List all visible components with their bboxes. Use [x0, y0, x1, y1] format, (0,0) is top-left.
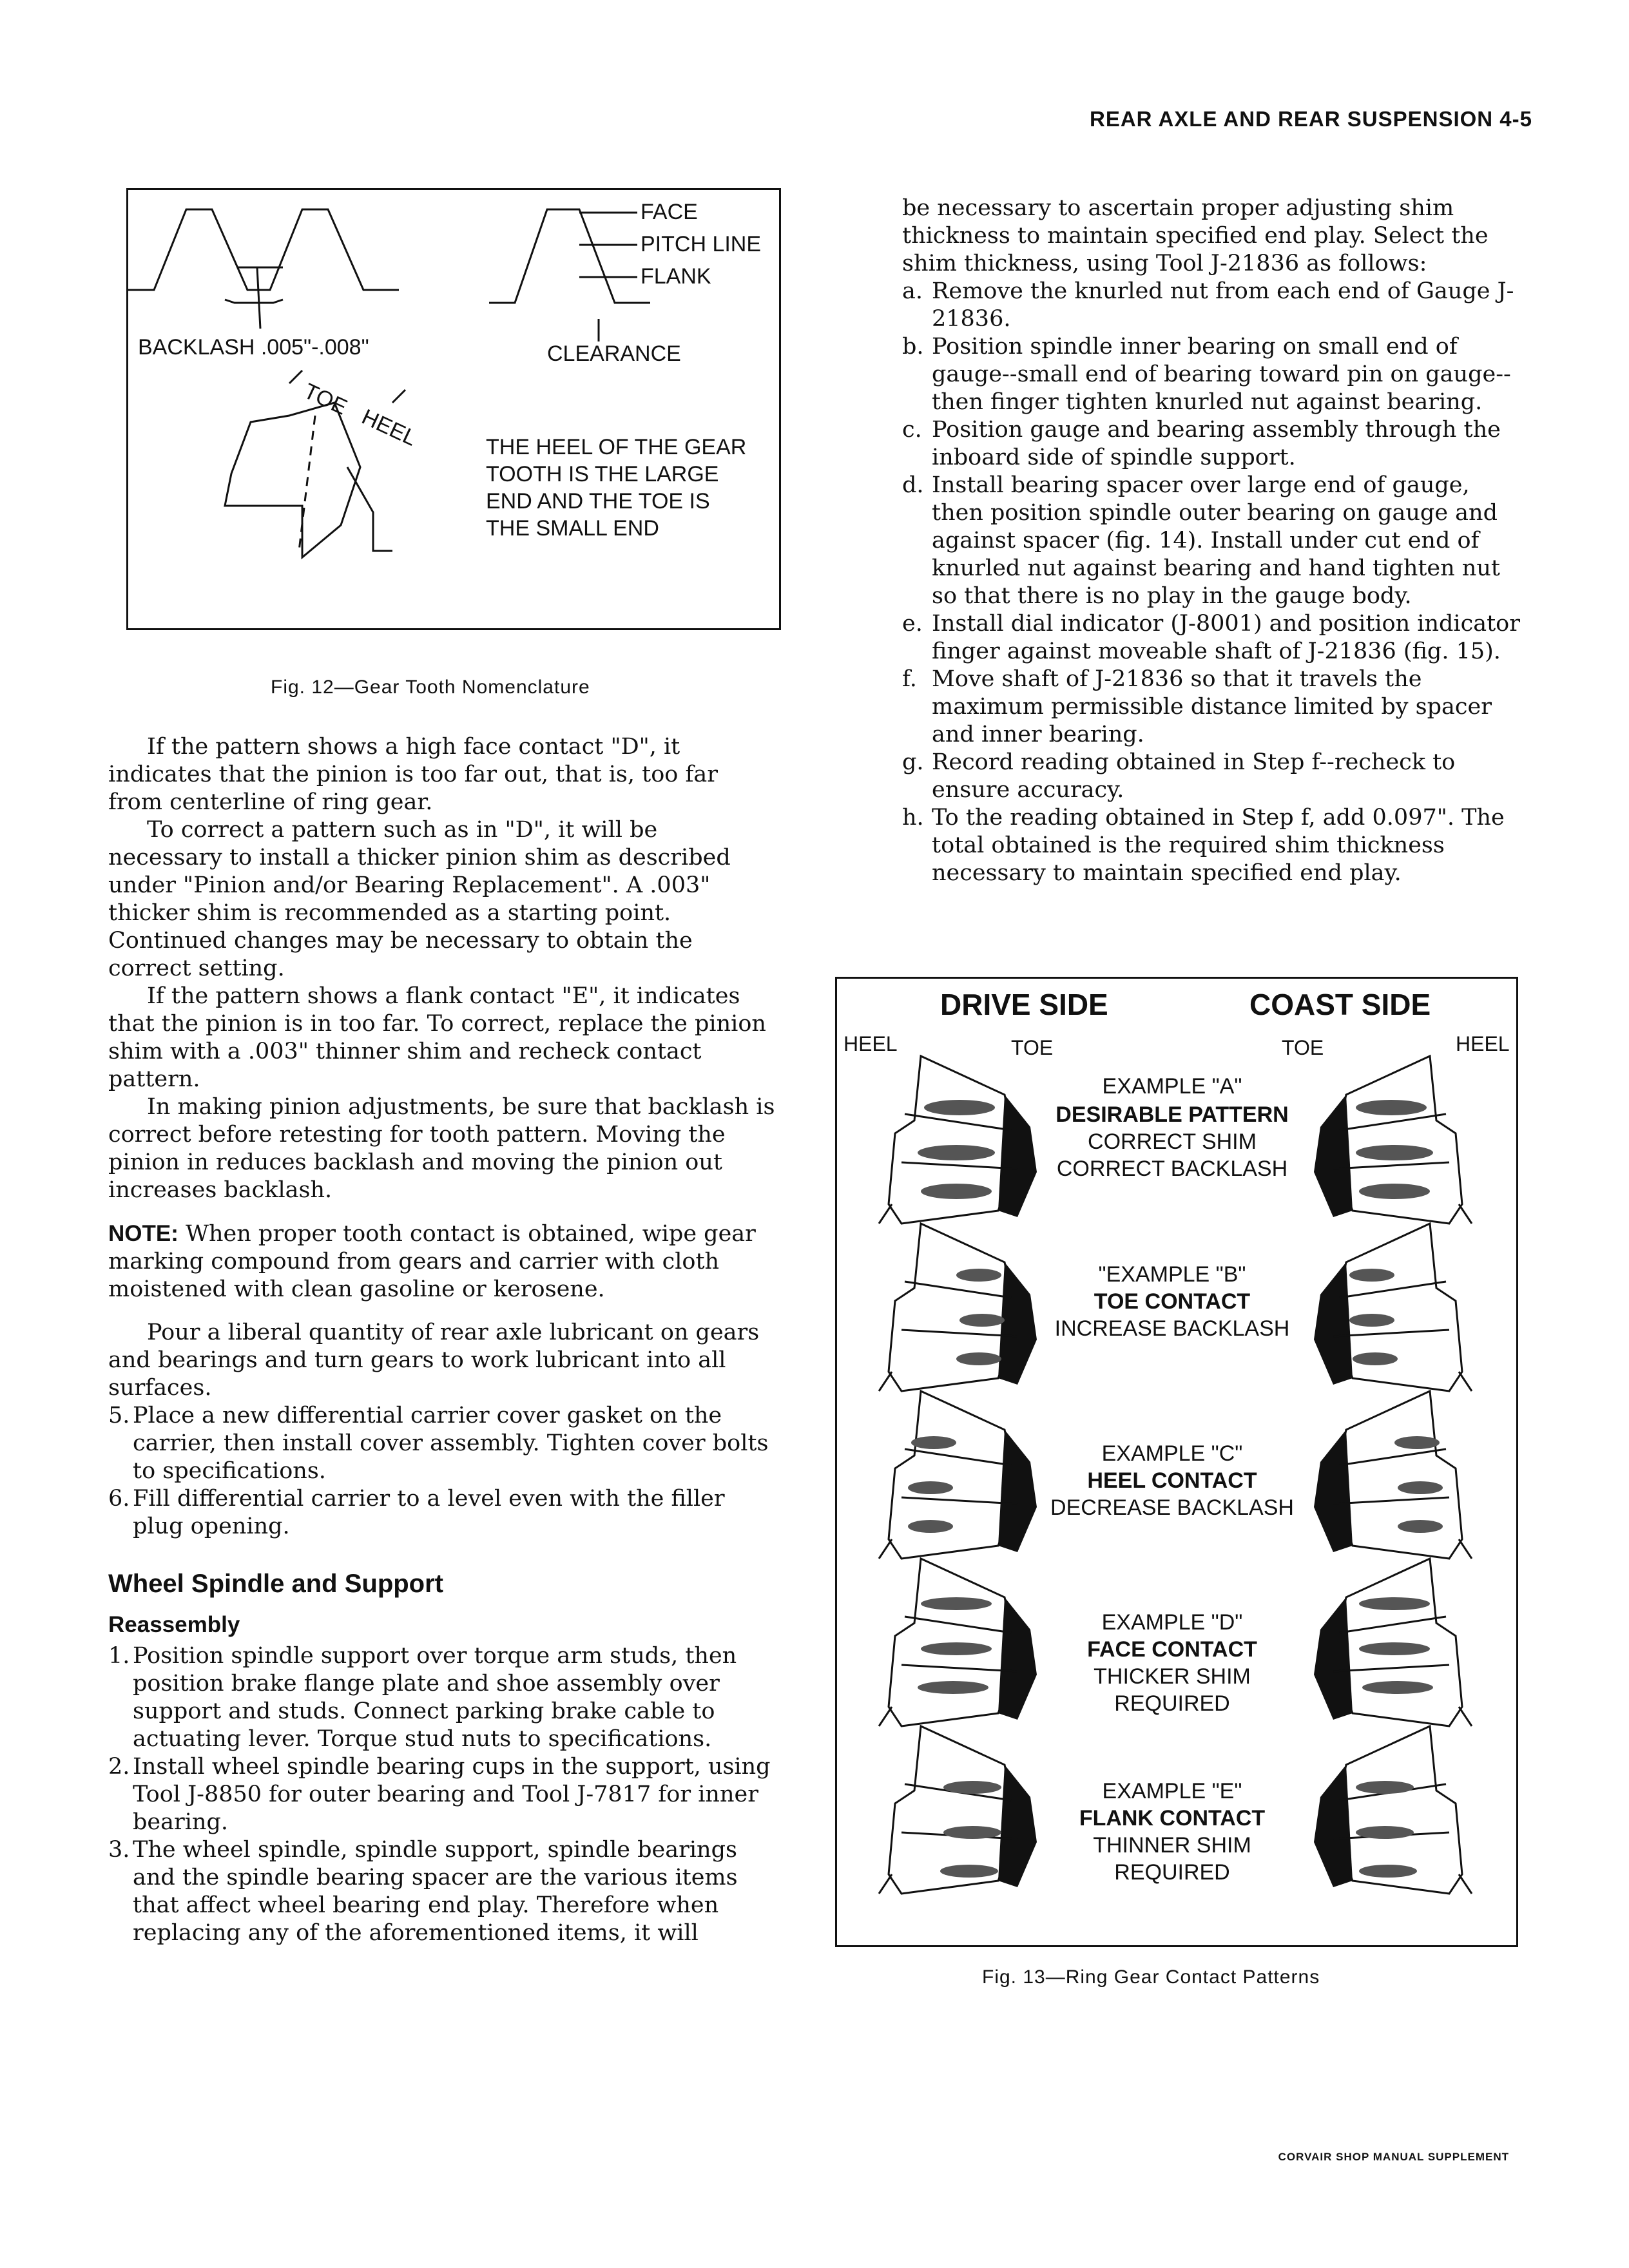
contact-pattern-diagram [837, 979, 1516, 1945]
paragraph: If the pattern shows a flank contact "E", it indicates that the pinion is in too far. To correct, replace the pinion shim with a .003" thinner shim and recheck contact pattern. [108, 983, 766, 1092]
page-footer: CORVAIR SHOP MANUAL SUPPLEMENT [1278, 2151, 1509, 2163]
gear-drive-e [879, 1726, 1037, 1894]
label-pitch-line: PITCH LINE [641, 232, 762, 256]
note-paragraph [108, 1220, 778, 1303]
example-c-bold: HEEL CONTACT [1087, 1468, 1257, 1493]
gear-coast-a [1314, 1056, 1472, 1224]
paragraph: In making pinion adjustments, be sure that backlash is correct before retesting for tooth pattern. Moving the pinion in reduces backlash and moving the pinion out increases backlash. [108, 1094, 775, 1203]
example-e-title: EXAMPLE "E" [1102, 1779, 1242, 1803]
list-item: 3. The wheel spindle, spindle support, spindle bearings and the spindle bearing spacer are the various items that affect wheel bearing end play. Therefore when replacing any of the aforementioned items, it will [108, 1837, 738, 1946]
list-item: 6. Fill differential carrier to a level even with the filler plug opening. [108, 1486, 725, 1539]
gear-coast-e [1314, 1726, 1472, 1894]
page-header: REAR AXLE AND REAR SUSPENSION 4-5 [1090, 107, 1532, 131]
heel-right-label: HEEL [1456, 1032, 1510, 1055]
list-item: e. Install dial indicator (J-8001) and position indicator finger against moveable shaft of J-21836 (fig. 15). [902, 611, 1520, 664]
example-a-line-2: CORRECT BACKLASH [1056, 1157, 1288, 1181]
label-flank: FLANK [641, 264, 711, 289]
paragraph: Pour a liberal quantity of rear axle lubricant on gears and bearings and turn gears to work lubricant into all surfaces. [108, 1320, 760, 1401]
subsection-heading: Reassembly [108, 1612, 240, 1637]
list-item: 2. Install wheel spindle bearing cups in the support, using Tool J-8850 for outer bearing and Tool J-7817 for inner bearing. [108, 1754, 771, 1835]
gear-drive-a [879, 1056, 1037, 1224]
note-line-2: TOOTH IS THE LARGE [486, 462, 719, 486]
example-d-bold: FACE CONTACT [1087, 1637, 1257, 1662]
gear-drive-d [879, 1559, 1037, 1726]
gear-coast-b [1314, 1224, 1472, 1391]
label-toe: TOE [300, 378, 351, 420]
gear-drive-c [879, 1391, 1037, 1559]
example-e-line-2: REQUIRED [1114, 1860, 1230, 1885]
coast-side-label: COAST SIDE [1249, 988, 1431, 1021]
example-b-title: "EXAMPLE "B" [1098, 1262, 1246, 1287]
note-line-3: END AND THE TOE IS [486, 489, 710, 514]
note-text: When proper tooth contact is obtained, wipe gear marking compound from gears and carrier with cloth moistened with clean gasoline or kerosene. [108, 1221, 756, 1302]
example-a-title: EXAMPLE "A" [1102, 1074, 1242, 1099]
example-a-bold: DESIRABLE PATTERN [1055, 1102, 1289, 1127]
list-item: 1. Position spindle support over torque arm studs, then position brake flange plate and shoe assembly over support and studs. Connect parking brake cable to actuating lever. Torque stud nuts to specifications. [108, 1643, 737, 1752]
backlash-leader [257, 267, 260, 329]
paragraph: If the pattern shows a high face contact "D", it indicates that the pinion is too far out, that is, too far from centerline of ring gear. [108, 734, 718, 815]
example-d-title: EXAMPLE "D" [1101, 1610, 1243, 1635]
toe-left-label: TOE [1011, 1036, 1054, 1059]
gear-coast-c [1314, 1391, 1472, 1559]
fig12-caption: Fig. 12—Gear Tooth Nomenclature [271, 677, 590, 698]
bevel-tooth-pitch-line [299, 416, 315, 551]
list-item: d. Install bearing spacer over large end of gauge, then position spindle outer bearing on gauge and against spacer (fig. 14). Install under cut end of knurled nut against bearing and hand tighten nut so that there is no play in the gauge body. [902, 472, 1500, 609]
list-item: h. To the reading obtained in Step f, add 0.097". The total obtained is the required shim thickness necessary to maintain specified end play. [902, 805, 1505, 886]
list-item: f. Move shaft of J-21836 so that it travels the maximum permissible distance limited by spacer and inner bearing. [902, 666, 1492, 747]
paragraph: To correct a pattern such as in "D", it will be necessary to install a thicker pinion shim as described under "Pinion and/or Bearing Replacement". A .003" thicker shim is recommended as a starting point. Continued changes may be necessary to obtain the correct setting. [108, 817, 731, 981]
clearance-tooth [489, 209, 650, 303]
left-column [108, 733, 778, 1947]
heel-left-label: HEEL [843, 1032, 898, 1055]
figure-gear-tooth-nomenclature [126, 188, 781, 630]
list-item: 5. Place a new differential carrier cover gasket on the carrier, then install cover assembly. Tighten cover bolts to specifications. [108, 1403, 769, 1484]
example-a-line-1: CORRECT SHIM [1088, 1129, 1257, 1154]
example-e-bold: FLANK CONTACT [1079, 1806, 1266, 1831]
gear-coast-d [1314, 1559, 1472, 1726]
label-backlash: BACKLASH .005"-.008" [138, 335, 369, 360]
backlash-mating-tooth [225, 300, 283, 303]
list-item: a. Remove the knurled nut from each end of Gauge J-21836. [902, 278, 1514, 332]
list-item: c. Position gauge and bearing assembly through the inboard side of spindle support. [902, 417, 1501, 470]
list-item: b. Position spindle inner bearing on small end of gauge--small end of bearing toward pin on gauge--then finger tighten knurled nut against bearing. [902, 334, 1511, 415]
example-c-title: EXAMPLE "C" [1101, 1441, 1243, 1466]
drive-side-label: DRIVE SIDE [940, 988, 1108, 1021]
fig13-caption: Fig. 13—Ring Gear Contact Patterns [982, 1966, 1320, 1988]
note-label: NOTE: [108, 1221, 178, 1246]
label-clearance: CLEARANCE [547, 341, 681, 366]
label-face: FACE [641, 200, 698, 224]
example-b-bold: TOE CONTACT [1094, 1289, 1251, 1314]
example-d-line-2: REQUIRED [1114, 1691, 1230, 1716]
bevel-tooth-outline [225, 403, 360, 557]
toe-right-label: TOE [1282, 1036, 1324, 1059]
example-b-line-1: INCREASE BACKLASH [1054, 1316, 1290, 1341]
list-item: g. Record reading obtained in Step f--recheck to ensure accuracy. [902, 749, 1456, 803]
note-line-4: THE SMALL END [486, 516, 659, 541]
backlash-tooth-upper [128, 209, 399, 290]
example-d-line-1: THICKER SHIM [1094, 1664, 1251, 1689]
section-heading: Wheel Spindle and Support [108, 1570, 443, 1598]
note-line-1: THE HEEL OF THE GEAR [486, 435, 747, 459]
example-e-line-1: THINNER SHIM [1093, 1833, 1251, 1858]
label-heel: HEEL [358, 404, 421, 451]
gear-tooth-diagram [128, 190, 779, 628]
paragraph: be necessary to ascertain proper adjusting shim thickness to maintain specified end play. Select the shim thickness, using Tool J-21836 as follows: [902, 195, 1489, 276]
gear-drive-b [879, 1224, 1037, 1391]
example-c-line-1: DECREASE BACKLASH [1050, 1495, 1294, 1520]
right-column [902, 195, 1521, 887]
figure-ring-gear-contact-patterns [835, 977, 1518, 1947]
